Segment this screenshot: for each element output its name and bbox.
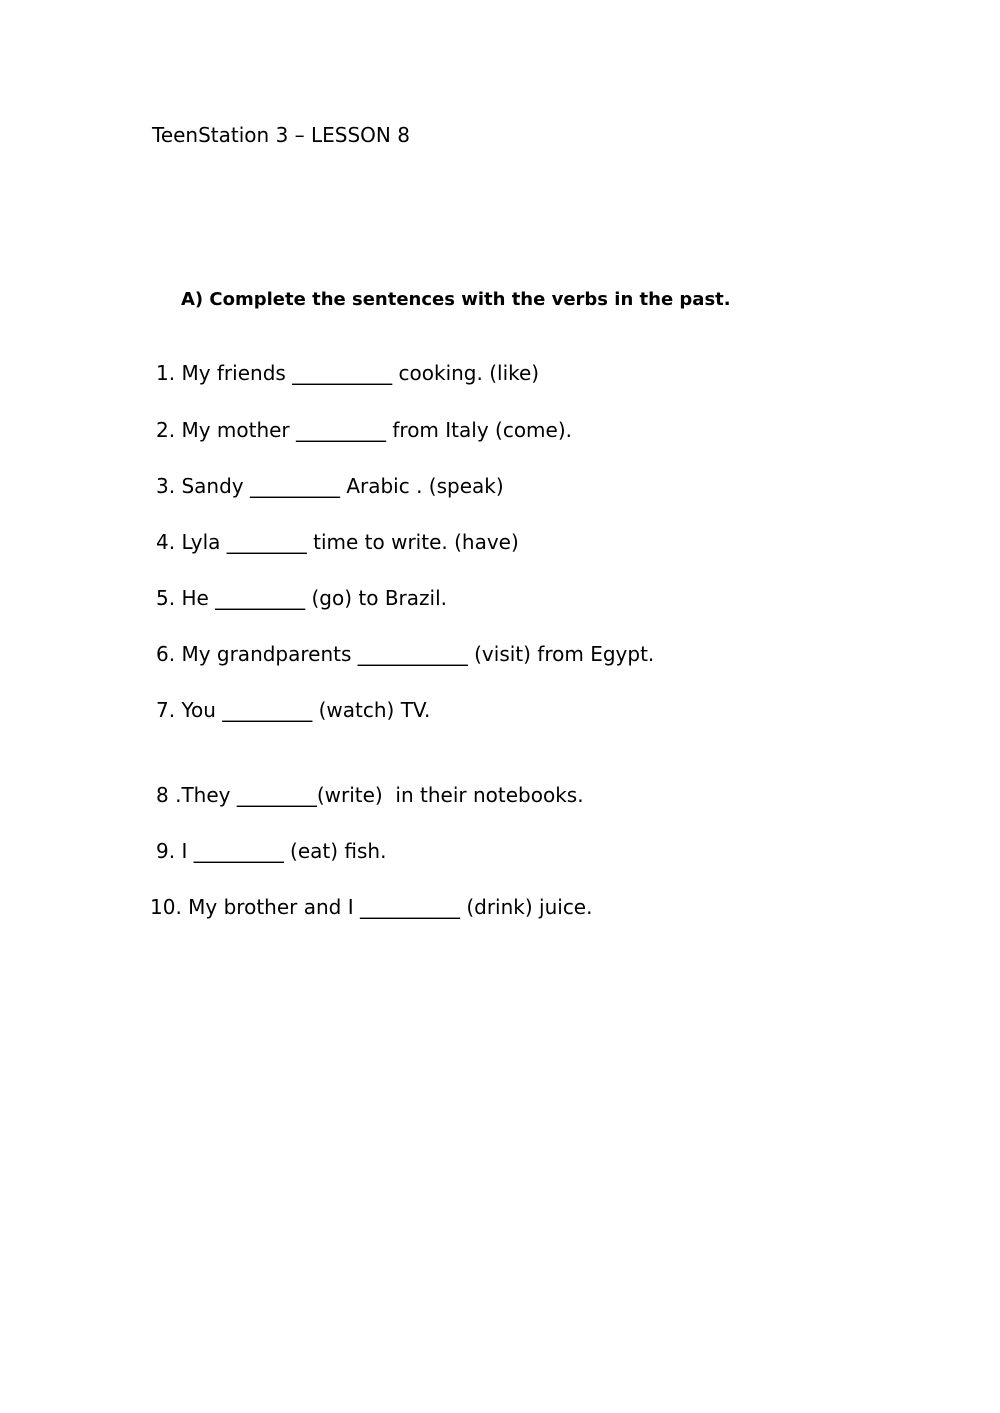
sentence-2: 2. My mother _________ from Italy (come). — [156, 418, 572, 442]
sentence-5: 5. He _________ (go) to Brazil. — [156, 586, 447, 610]
sentence-9: 9. I _________ (eat) fish. — [156, 839, 387, 863]
exercise-instruction: A) Complete the sentences with the verbs in the past. — [181, 289, 731, 310]
sentence-6: 6. My grandparents ___________ (visit) from Egypt. — [156, 642, 655, 666]
sentence-1: 1. My friends __________ cooking. (like) — [156, 361, 540, 385]
sentence-7: 7. You _________ (watch) TV. — [156, 698, 431, 722]
sentence-10: 10. My brother and I __________ (drink) juice. — [150, 895, 593, 919]
sentence-3: 3. Sandy _________ Arabic . (speak) — [156, 474, 504, 498]
sentence-4: 4. Lyla ________ time to write. (have) — [156, 530, 519, 554]
sentence-8: 8 .They ________(write) in their notebooks. — [156, 783, 584, 807]
page-title: TeenStation 3 – LESSON 8 — [152, 123, 410, 147]
